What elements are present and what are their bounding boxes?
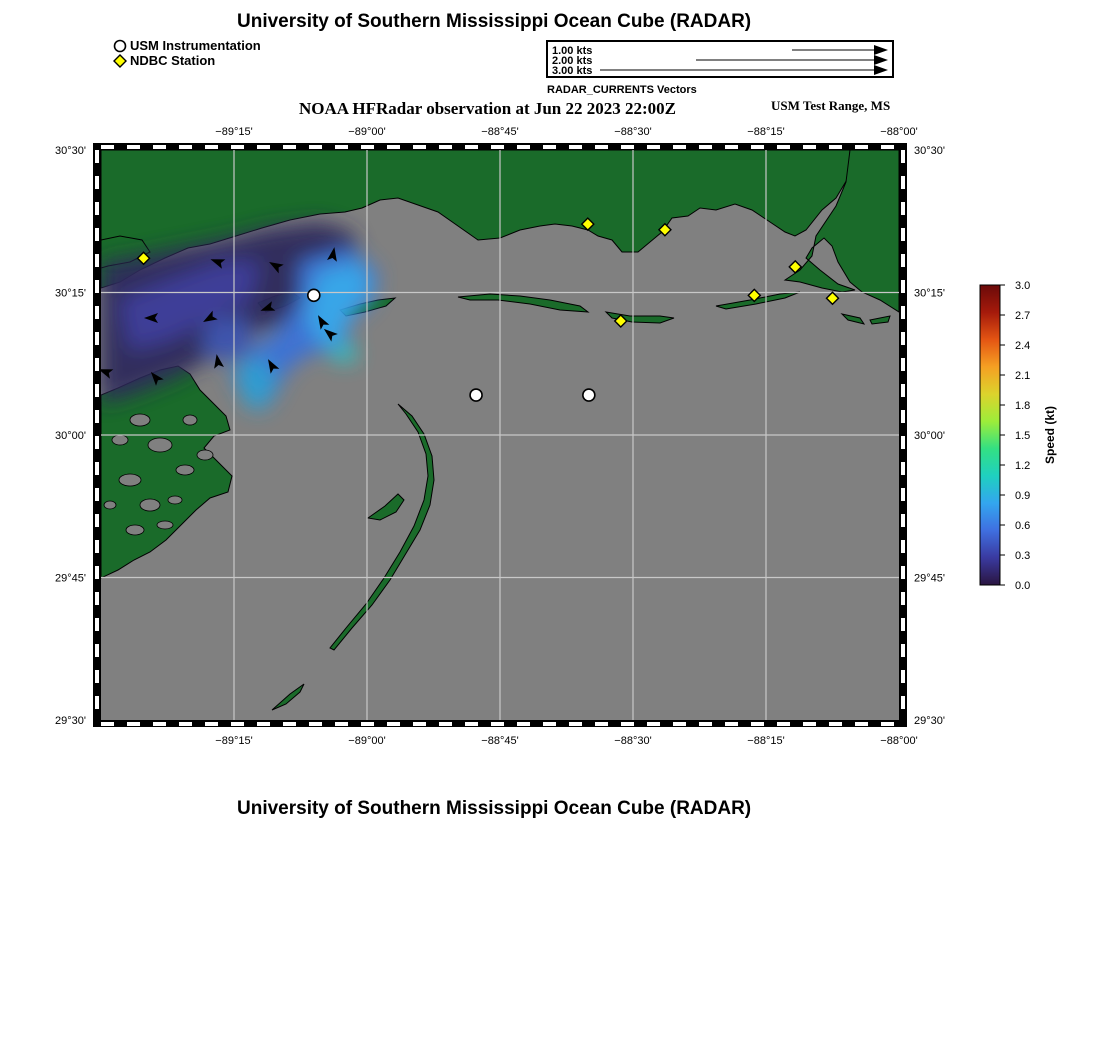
colorbar-tick-label: 1.2 [1015,460,1031,472]
colorbar-ticks [1000,280,1030,592]
colorbar-label: Speed (kt) [1043,405,1057,465]
legend-ndbc-label: NDBC Station [130,53,216,68]
range-label: USM Test Range, MS [771,98,891,113]
lat-tick-label-right: 29°30' [914,715,945,727]
colorbar-tick-label: 1.8 [1015,400,1031,412]
colorbar-tick-label: 0.6 [1015,520,1031,532]
lon-tick-label-top: −89°15' [215,126,253,138]
colorbar-gradient [980,285,1000,585]
lon-tick-label-top: −88°15' [747,126,785,138]
lon-tick-label-top: −88°30' [614,126,652,138]
colorbar-tick-label: 2.7 [1015,310,1031,322]
colorbar-tick-label: 0.3 [1015,550,1031,562]
lat-tick-label-left: 30°30' [55,145,86,157]
lon-tick-label-bottom: −88°30' [614,735,652,747]
vector-label-2kt: 2.00 kts [552,55,593,67]
colorbar-tick-label: 2.4 [1015,340,1031,352]
bottom-title: University of Southern Mississippi Ocean Cube (RADAR) [237,798,752,819]
lat-tick-label-right: 29°45' [914,572,945,585]
observation-title: NOAA HFRadar observation at Jun 22 2023 22:00Z [299,99,677,118]
usm-instrument-marker[interactable] [470,389,482,401]
colorbar-tick-label: 2.1 [1015,370,1031,382]
lon-tick-label-bottom: −89°15' [215,735,253,747]
speed-colorbar [960,270,1080,610]
lon-tick-label-top: −88°45' [481,126,519,138]
vector-label-3kt: 3.00 kts [552,65,593,77]
page-title: University of Southern Mississippi Ocean Cube (RADAR) [237,11,752,32]
usm-instrument-marker[interactable] [583,389,595,401]
colorbar-tick-label: 0.9 [1015,490,1031,502]
lat-tick-label-left: 29°30' [55,715,86,727]
lat-tick-label-right: 30°30' [914,145,945,157]
colorbar-tick-label: 1.5 [1015,430,1031,442]
usm-instrument-marker[interactable] [308,289,320,301]
lon-tick-label-bottom: −88°15' [747,735,785,747]
lon-tick-label-bottom: −88°00' [880,735,918,747]
lat-tick-label-left: 30°00' [55,430,86,442]
vector-caption: RADAR_CURRENTS Vectors [547,84,697,96]
lon-tick-label-bottom: −88°45' [481,735,519,747]
lon-tick-label-top: −88°00' [880,126,918,138]
lon-tick-label-top: −89°00' [348,126,386,138]
colorbar-tick-label: 3.0 [1015,280,1031,292]
lon-tick-label-bottom: −89°00' [348,735,386,747]
vector-label-1kt: 1.00 kts [552,45,593,57]
colorbar-tick-label: 0.0 [1015,580,1031,592]
lat-tick-label-right: 30°15' [914,287,945,300]
lat-tick-label-right: 30°00' [914,430,945,442]
legend-usm-label: USM Instrumentation [130,38,261,53]
lat-tick-label-left: 29°45' [55,572,86,585]
lat-tick-label-left: 30°15' [55,287,86,300]
